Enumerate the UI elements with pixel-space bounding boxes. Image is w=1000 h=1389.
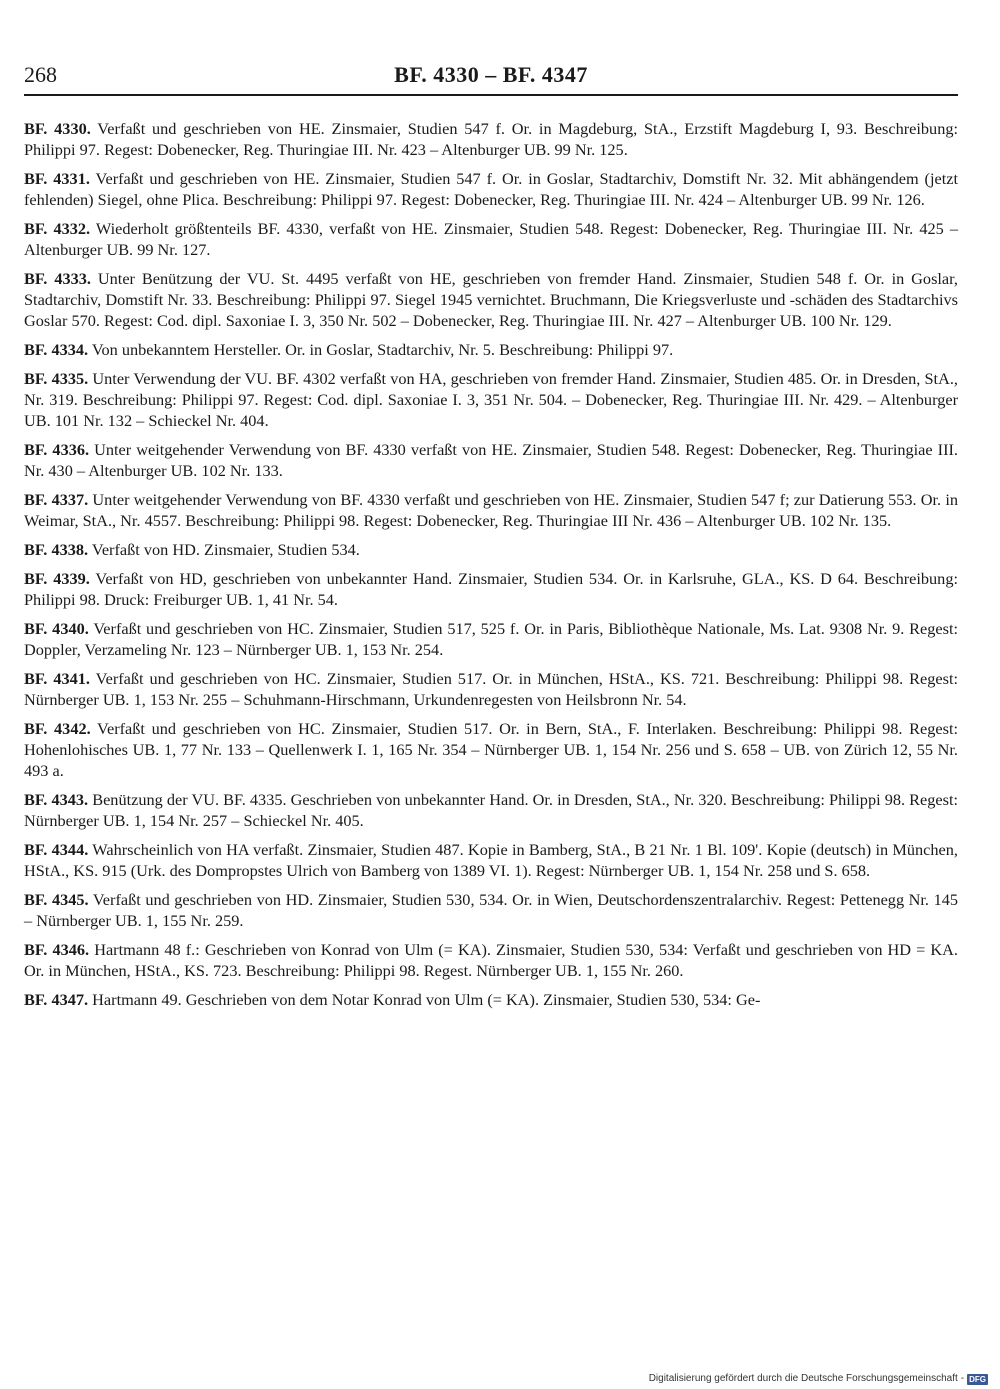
- entry-bf-4341: [24, 668, 958, 710]
- entry-bf-4333: [24, 268, 958, 332]
- page-header: [24, 60, 958, 96]
- entry-text: Verfaßt von HD, geschrieben von unbekannter Hand. Zinsmaier, Studien 534. Or. in Karlsruhe, GLA., KS. D 64. Beschreibung: Philippi 98. Druck: Freiburger UB. 1, 41 Nr. 54.: [24, 569, 958, 610]
- entry-bf-4337: [24, 489, 958, 531]
- entry-id: BF. 4343.: [24, 790, 89, 810]
- entry-bf-4335: [24, 368, 958, 432]
- footer-separator: -: [960, 1373, 965, 1384]
- entry-id: BF. 4331.: [24, 169, 90, 188]
- entry-bf-4344: [24, 839, 958, 881]
- entry-id: BF. 4344.: [24, 840, 89, 860]
- entry-text: Verfaßt und geschrieben von HE. Zinsmaier, Studien 547 f. Or. in Goslar, Stadtarchiv, Domstift Nr. 32. Mit abhängendem (jetzt fehlenden) Siegel, ohne Plica. Beschreibung: Philippi 97. Regest: Dobenecker, Reg. Thuringiae III. Nr. 424 – Altenburger UB. 99 Nr. 126.: [24, 169, 958, 210]
- entry-bf-4332: [24, 218, 958, 260]
- entries-list: [24, 118, 958, 1010]
- page-number: 268: [24, 62, 57, 87]
- entry-text: Verfaßt und geschrieben von HC. Zinsmaier, Studien 517, 525 f. Or. in Paris, Bibliothèque Nationale, Ms. Lat. 9308 Nr. 9. Regest: Doppler, Verzameling Nr. 123 – Nürnberger UB. 1, 153 Nr. 254.: [24, 619, 958, 660]
- entry-id: BF. 4330.: [24, 119, 91, 138]
- entry-bf-4336: [24, 439, 958, 481]
- entry-text: Wiederholt größtenteils BF. 4330, verfaßt von HE. Zinsmaier, Studien 548. Regest: Dobenecker, Reg. Thuringiae III. Nr. 425 – Altenburger UB. 99 Nr. 127.: [24, 219, 958, 260]
- entry-text: Unter weitgehender Verwendung von BF. 4330 verfaßt und geschrieben von HE. Zinsmaier, Studien 547 f; zur Datierung 553. Or. in Weimar, StA., Nr. 4557. Beschreibung: Philippi 98. Regest: Dobenecker, Reg. Thuringiae III Nr. 436 – Altenburger UB. 102 Nr. 135.: [24, 490, 958, 531]
- entry-id: BF. 4347.: [24, 990, 89, 1010]
- entry-bf-4340: [24, 618, 958, 660]
- entry-bf-4345: [24, 889, 958, 931]
- entry-id: BF. 4337.: [24, 490, 89, 510]
- entry-text: Verfaßt und geschrieben von HE. Zinsmaier, Studien 547 f. Or. in Magdeburg, StA., Erzstift Magdeburg I, 93. Beschreibung: Philippi 97. Regest: Dobenecker, Reg. Thuringiae III. Nr. 423 – Altenburger UB. 99 Nr. 125.: [24, 119, 958, 160]
- entry-bf-4331: [24, 168, 958, 210]
- entry-text: Unter Verwendung der VU. BF. 4302 verfaßt von HA, geschrieben von fremder Hand. Zinsmaier, Studien 485. Or. in Dresden, StA., Nr. 319. Beschreibung: Philippi 97. Regest: Cod. dipl. Saxoniae I. 3, 351 Nr. 504. – Dobenecker, Reg. Thuringiae III. Nr. 429. – Altenburger UB. 101 Nr. 132 – Schieckel Nr. 404.: [24, 369, 958, 431]
- entry-id: BF. 4342.: [24, 719, 91, 738]
- entry-id: BF. 4346.: [24, 940, 90, 960]
- entry-id: BF. 4333.: [24, 269, 91, 288]
- entry-bf-4346: [24, 939, 958, 981]
- entry-text: Verfaßt und geschrieben von HC. Zinsmaier, Studien 517. Or. in München, HStA., KS. 721. Beschreibung: Philippi 98. Regest: Nürnberger UB. 1, 153 Nr. 255 – Schuhmann-Hirschmann, Urkundenregesten von Heilsbronn Nr. 54.: [24, 669, 958, 710]
- entry-text: Unter Benützung der VU. St. 4495 verfaßt von HE, geschrieben von fremder Hand. Zinsmaier, Studien 548 f. Or. in Goslar, Stadtarchiv, Domstift Nr. 33. Beschreibung: Philippi 97. Siegel 1945 vernichtet. Bruchmann, Die Kriegsverluste und -schäden des Stadtarchivs Goslar 570. Regest: Cod. dipl. Saxoniae I. 3, 350 Nr. 502 – Dobenecker, Reg. Thuringiae III. Nr. 427 – Altenburger UB. 100 Nr. 129.: [24, 269, 959, 331]
- entry-bf-4338: [24, 539, 958, 560]
- entry-bf-4339: [24, 568, 958, 610]
- document-page: [24, 60, 958, 1018]
- entry-text: Unter weitgehender Verwendung von BF. 4330 verfaßt von HE. Zinsmaier, Studien 548. Regest: Dobenecker, Reg. Thuringiae III. Nr. 430 – Altenburger UB. 102 Nr. 133.: [24, 440, 958, 481]
- entry-text: Verfaßt und geschrieben von HD. Zinsmaier, Studien 530, 534. Or. in Wien, Deutschordenszentralarchiv. Regest: Pettenegg Nr. 145 – Nürnberger UB. 1, 155 Nr. 259.: [24, 890, 958, 931]
- footer-text: Digitalisierung gefördert durch die Deutsche Forschungsgemeinschaft: [648, 1373, 958, 1384]
- entry-id: BF. 4345.: [24, 890, 89, 910]
- entry-bf-4342: [24, 718, 958, 782]
- entry-text: Hartmann 49. Geschrieben von dem Notar Konrad von Ulm (= KA). Zinsmaier, Studien 530, 534: Ge-: [88, 990, 761, 1010]
- entry-bf-4343: [24, 789, 958, 831]
- entry-id: BF. 4336.: [24, 440, 90, 460]
- entry-id: BF. 4332.: [24, 219, 91, 238]
- entry-text: Hartmann 48 f.: Geschrieben von Konrad von Ulm (= KA). Zinsmaier, Studien 530, 534: Verfaßt und geschrieben von HD = KA. Or. in München, HStA., KS. 723. Beschreibung: Philippi 98. Regest. Nürnberger UB. 1, 155 Nr. 260.: [24, 940, 959, 981]
- entry-text: Benützung der VU. BF. 4335. Geschrieben von unbekannter Hand. Or. in Dresden, StA., Nr. 320. Beschreibung: Philippi 98. Regest: Nürnberger UB. 1, 154 Nr. 257 – Schieckel Nr. 405.: [24, 790, 958, 831]
- entry-text: Von unbekanntem Hersteller. Or. in Goslar, Stadtarchiv, Nr. 5. Beschreibung: Philippi 97.: [88, 340, 674, 360]
- funding-footer: [649, 1373, 988, 1385]
- entry-text: Verfaßt und geschrieben von HC. Zinsmaier, Studien 517. Or. in Bern, StA., F. Interlaken. Beschreibung: Philippi 98. Regest: Hohenlohisches UB. 1, 77 Nr. 133 – Quellenwerk I. 1, 165 Nr. 354 – Nürnberger UB. 1, 154 Nr. 256 und S. 658 – UB. von Zürich 12, 55 Nr. 493 a.: [24, 719, 958, 781]
- entry-id: BF. 4338.: [24, 540, 89, 560]
- entry-id: BF. 4335.: [24, 369, 89, 388]
- running-head: BF. 4330 – BF. 4347: [394, 62, 588, 87]
- entry-id: BF. 4339.: [24, 569, 90, 588]
- entry-id: BF. 4341.: [24, 669, 90, 688]
- entry-bf-4347: [24, 989, 958, 1010]
- entry-bf-4330: [24, 118, 958, 160]
- dfg-logo: DFG: [969, 1374, 986, 1384]
- entry-bf-4334: [24, 339, 958, 360]
- entry-text: Verfaßt von HD. Zinsmaier, Studien 534.: [88, 540, 360, 560]
- entry-text: Wahrscheinlich von HA verfaßt. Zinsmaier, Studien 487. Kopie in Bamberg, StA., B 21 Nr. 1 Bl. 109'. Kopie (deutsch) in München, HStA., KS. 915 (Urk. des Dompropstes Ulrich von Bamberg von 1389 VI. 1). Regest: Nürnberger UB. 1, 154 Nr. 258 und S. 658.: [24, 840, 958, 881]
- entry-id: BF. 4340.: [24, 619, 89, 638]
- entry-id: BF. 4334.: [24, 340, 89, 360]
